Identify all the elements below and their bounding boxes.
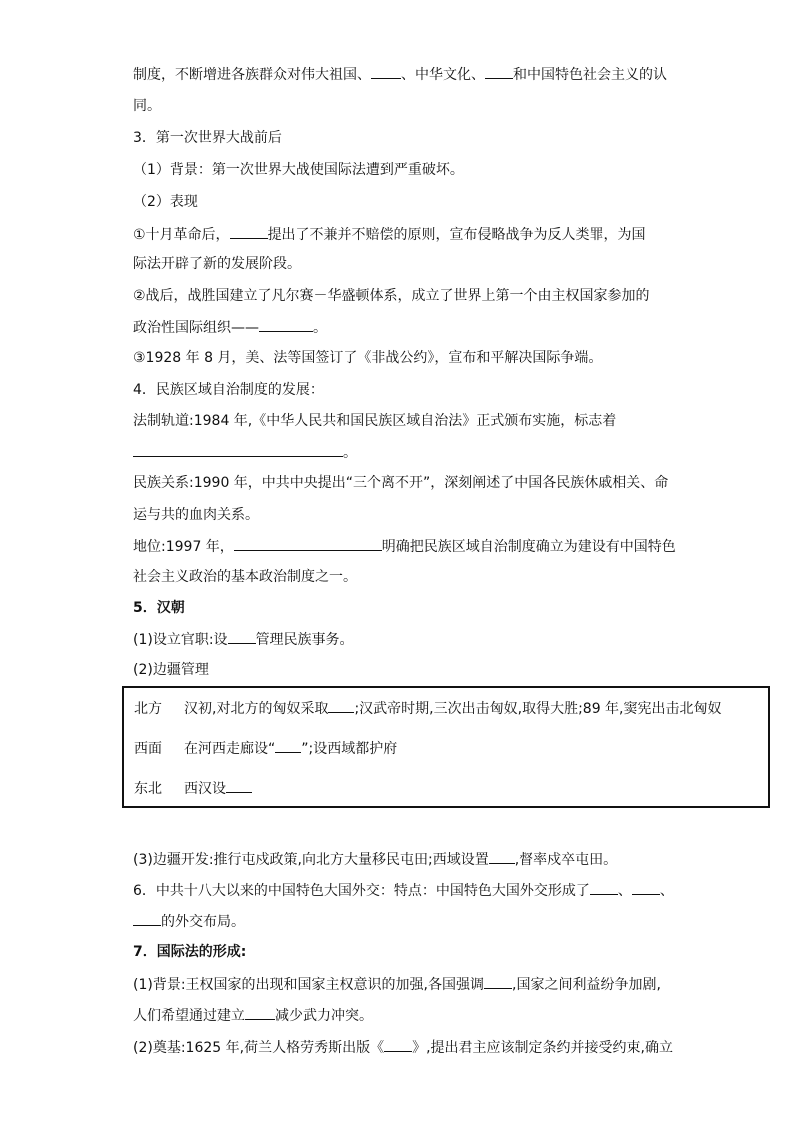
fill-blank	[275, 738, 301, 753]
section-heading: 5．汉朝	[133, 600, 185, 616]
table-row	[134, 738, 397, 759]
fill-blank	[133, 911, 161, 926]
text-line	[133, 849, 617, 870]
fill-blank	[484, 974, 512, 989]
text-line	[133, 974, 661, 995]
table-row	[134, 778, 252, 799]
text-segment: 6．中共十八大以来的中国特色大国外交：特点：中国特色大国外交形成了	[133, 883, 590, 899]
text-line	[133, 629, 354, 650]
fill-blank	[228, 629, 256, 644]
fill-blank	[489, 849, 515, 864]
table-row-label: 西面	[134, 741, 162, 757]
fill-blank	[245, 1005, 275, 1020]
text-segment: 人们希望通过建立	[133, 1008, 245, 1024]
text-line	[133, 224, 646, 245]
fill-blank	[371, 64, 401, 79]
text-segment: 政治性国际组织——	[133, 320, 259, 336]
text-line	[133, 1037, 673, 1058]
text-segment: 。	[343, 445, 357, 461]
text-line: 法制轨道:1984 年,《中华人民共和国民族区域自治法》正式颁布实施，标志着	[133, 413, 617, 429]
text-line: ②战后，战胜国建立了凡尔赛－华盛顿体系，成立了世界上第一个由主权国家参加的	[133, 288, 650, 304]
fill-blank	[485, 64, 513, 79]
fill-blank	[234, 536, 382, 551]
text-line	[133, 442, 357, 463]
text-segment: 管理民族事务。	[255, 632, 354, 648]
fill-blank	[632, 880, 660, 895]
text-segment: 在河西走廊设“	[184, 741, 276, 757]
text-segment: 、	[659, 883, 674, 899]
text-segment: 。	[313, 320, 327, 336]
text-segment: ;汉武帝时期,三次出击匈奴,取得大胜;89 年,窦宪出击北匈奴	[354, 701, 722, 717]
text-line: 社会主义政治的基本政治制度之一。	[133, 569, 357, 585]
text-segment: 制度，不断增进各族群众对伟大祖国、	[133, 67, 371, 83]
text-segment: 明确把民族区域自治制度确立为建设有中国特色	[381, 539, 676, 555]
fill-blank	[328, 698, 354, 713]
fill-blank	[384, 1037, 412, 1052]
text-line: (2)边疆管理	[133, 662, 209, 678]
text-line: 运与共的血肉关系。	[133, 507, 259, 523]
text-segment: ,国家之间利益纷争加剧,	[512, 977, 661, 993]
text-line	[133, 911, 245, 932]
text-line: 际法开辟了新的发展阶段。	[133, 256, 301, 272]
section-heading: 7．国际法的形成:	[133, 944, 247, 960]
text-segment: 减少武力冲突。	[275, 1008, 373, 1024]
text-line	[133, 880, 674, 901]
text-line	[133, 317, 327, 338]
text-segment: 地位:1997 年，	[133, 539, 234, 555]
text-line	[133, 64, 667, 85]
text-segment: 西汉设	[184, 781, 226, 797]
text-segment: 》,提出君主应该制定条约并接受约束,确立	[412, 1040, 673, 1056]
text-segment: 的外交布局。	[161, 914, 245, 930]
text-line	[133, 536, 676, 557]
border-management-table	[122, 686, 770, 808]
text-segment: ”;设西域都护府	[301, 741, 398, 757]
text-segment: 提出了不兼并不赔偿的原则，宣布侵略战争为反人类罪，为国	[267, 227, 646, 243]
text-line: （1）背景：第一次世界大战使国际法遭到严重破坏。	[133, 162, 464, 178]
table-row	[134, 698, 722, 719]
fill-blank	[259, 317, 313, 332]
fill-blank	[226, 778, 252, 793]
text-segment: (1)设立官职:设	[133, 632, 228, 648]
text-segment: 、中华文化、	[401, 67, 485, 83]
text-segment: 和中国特色社会主义的认	[513, 67, 667, 83]
text-line	[133, 1005, 373, 1026]
text-segment: 、	[617, 883, 632, 899]
fill-blank	[133, 442, 343, 457]
section-heading: 3．第一次世界大战前后	[133, 130, 282, 146]
section-heading: 4．民族区域自治制度的发展：	[133, 382, 324, 398]
text-segment: 汉初,对北方的匈奴采取	[184, 701, 329, 717]
text-line: ③1928 年 8 月，美、法等国签订了《非战公约》，宣布和平解决国际争端。	[133, 350, 603, 366]
text-segment: ,督率戍卒屯田。	[514, 852, 618, 868]
table-row-label: 东北	[134, 781, 162, 797]
text-segment: (3)边疆开发:推行屯戍政策,向北方大量移民屯田;西域设置	[133, 852, 489, 868]
text-line: 同。	[133, 98, 161, 114]
fill-blank	[590, 880, 618, 895]
text-segment: ①十月革命后，	[133, 227, 230, 243]
fill-blank	[230, 224, 268, 239]
text-line: 民族关系:1990 年，中共中央提出“三个离不开”，深刻阐述了中国各民族休戚相关、命	[133, 475, 669, 491]
text-segment: (1)背景:王权国家的出现和国家主权意识的加强,各国强调	[133, 977, 484, 993]
table-row-label: 北方	[134, 701, 162, 717]
text-line: （2）表现	[133, 194, 198, 210]
text-segment: (2)奠基:1625 年,荷兰人格劳秀斯出版《	[133, 1040, 385, 1056]
